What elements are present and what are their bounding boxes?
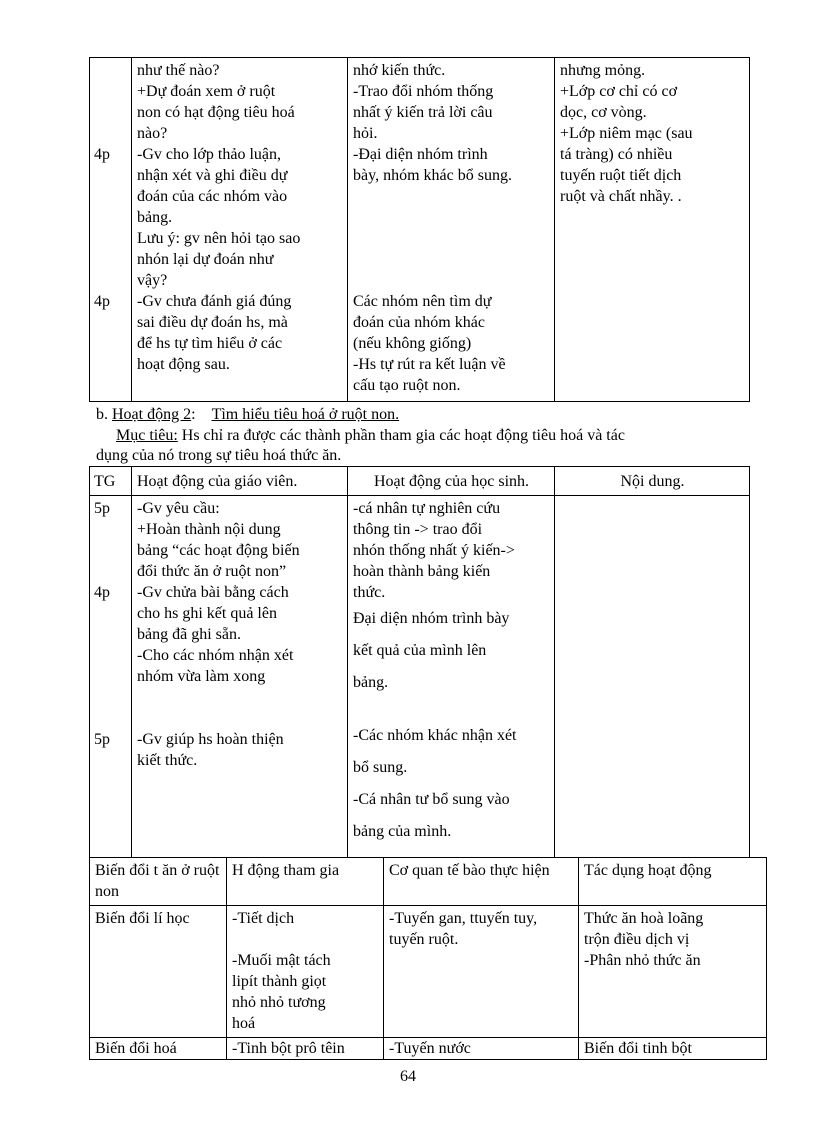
text-line: nào? (137, 125, 168, 142)
text-line: nhón thống nhất ý kiến-> (353, 542, 515, 559)
blank-line (94, 603, 127, 624)
text-line: nhận xét và ghi điều dự (137, 167, 288, 184)
text-line: vậy? (137, 272, 168, 289)
text-line: -Đại diện nhóm trình (353, 146, 488, 163)
text-line: -cá nhân tự nghiên cứu (353, 500, 501, 517)
activity-label: Hoạt động 2 (112, 406, 192, 423)
blank-line (94, 312, 127, 333)
content-cell (555, 58, 750, 402)
text-line: -Gv yêu cầu: (137, 500, 220, 517)
text-line: 5p (94, 731, 110, 748)
blank-line (353, 186, 550, 207)
blank-line (232, 929, 379, 950)
header-student: Hoạt động của học sinh. (348, 467, 555, 496)
text-line: bổ sung. (353, 759, 408, 776)
activity-2-table (89, 466, 750, 858)
text-line: bảng của mình. (353, 823, 452, 840)
text-line: cho hs ghi kết quả lên (137, 605, 277, 622)
blank-line (94, 687, 127, 708)
blank-line (137, 708, 343, 729)
text-line: +Hoàn thành nội dung (137, 521, 281, 538)
blank-line (94, 540, 127, 561)
text-line: hỏi. (353, 125, 378, 142)
text-line: Đại diện nhóm trình bày (353, 610, 510, 627)
activity-title: Tìm hiểu tiêu hoá ở ruột non. (211, 406, 400, 423)
blank-line (137, 687, 343, 708)
text-line: kiết thức. (137, 752, 198, 769)
text-line: Lưu ý: gv nên hỏi tạo sao (137, 230, 301, 247)
text-line: bảng “các hoạt động biến (137, 542, 300, 559)
blank-line (353, 249, 550, 270)
text-line: tá tràng) có nhiều (560, 146, 673, 163)
text-line: ruột và chất nhầy. . (560, 188, 682, 205)
time-column (90, 496, 132, 858)
text-line: tuyến ruột. (389, 931, 459, 948)
text-line: để hs tự tìm hiểu ở các (137, 335, 283, 352)
text-line: (nếu không giống) (353, 335, 472, 352)
text-line: cấu tạo ruột non. (353, 377, 461, 394)
content-cell (555, 496, 750, 858)
text-line: tuyến ruột tiết dịch (560, 167, 682, 184)
text-line: -Cho các nhóm nhận xét (137, 647, 294, 664)
chemical-organ: -Tuyến nước (384, 1038, 579, 1060)
text-line: -Gv chưa đánh giá đúng (137, 293, 292, 310)
text-line: bảng đã ghi sẵn. (137, 626, 241, 643)
text-line: 5p (94, 500, 110, 517)
blank-line (94, 519, 127, 540)
text-line: thức. (353, 584, 386, 601)
objective-line (116, 426, 625, 446)
header-organ: Cơ quan tế bào thực hiện (384, 858, 579, 906)
text-line: bảng. (353, 674, 389, 691)
blank-line (94, 333, 127, 354)
text-line: nhóm vừa làm xong (137, 668, 266, 685)
blank-line (94, 165, 127, 186)
header-content: Nội dung. (555, 467, 750, 496)
text-line: Các nhóm nên tìm dự (353, 293, 492, 310)
text-line: 4p (94, 146, 110, 163)
text-line: -Gv giúp hs hoàn thiện (137, 731, 284, 748)
text-line: nhưng mỏng. (560, 62, 646, 79)
digestion-summary-table (89, 857, 767, 1060)
blank-line (353, 207, 550, 228)
objective-line-2 (96, 446, 341, 466)
text-line: lipít thành giọt (232, 973, 327, 990)
text-line: -Trao đổi nhóm thống (353, 83, 494, 100)
header-transformation: Biến đổi t ăn ở ruột non (90, 858, 227, 906)
teacher-activity-cell (132, 58, 348, 402)
text-line: +Dự đoán xem ở ruột (137, 83, 276, 100)
text-line: 4p (94, 584, 110, 601)
header-teacher: Hoạt động của giáo viên. (132, 467, 348, 496)
text-line: hoạt động sau. (137, 356, 230, 373)
student-activity-cell (348, 496, 555, 858)
text-line: -Cá nhân tư bổ sung vào (353, 791, 510, 808)
text-line: nhất ý kiến trả lời câu (353, 104, 493, 121)
text-line: -Tiết dịch (232, 910, 295, 927)
text-line: -Phân nhỏ thức ăn (584, 952, 701, 969)
text-line: +Lớp cơ chỉ có cơ (560, 83, 678, 100)
blank-line (94, 270, 127, 291)
text-line: nhớ kiến thức. (353, 62, 446, 79)
blank-line (94, 666, 127, 687)
objective-text: Hs chỉ ra được các thành phần tham gia các hoạt động tiêu hoá và tác (177, 427, 625, 444)
teacher-activity-cell (132, 496, 348, 858)
text-line: +Lớp niêm mạc (sau (560, 125, 693, 142)
blank-line (94, 207, 127, 228)
header-tg: TG (90, 467, 132, 496)
text-line: 4p (94, 293, 110, 310)
blank-line (94, 102, 127, 123)
blank-line (94, 186, 127, 207)
text-line: -Muối mật tách (232, 952, 331, 969)
physical-effect (579, 906, 767, 1038)
text-line: đoán của các nhóm vào (137, 188, 288, 205)
text-line: -Hs tự rút ra kết luận về (353, 356, 506, 373)
blank-line (94, 60, 127, 81)
text-line: đoán của nhóm khác (353, 314, 485, 331)
text-line: sai điều dự đoán hs, mà (137, 314, 288, 331)
blank-line (94, 81, 127, 102)
page-number: 64 (400, 1068, 416, 1085)
chemical-participating: -Tinh bột prô têin (227, 1038, 384, 1060)
physical-transformation: Biến đổi lí học (90, 906, 227, 1038)
text-line: thông tin -> trao đổi (353, 521, 483, 538)
blank-line (94, 561, 127, 582)
chemical-transformation: Biến đổi hoá (90, 1038, 227, 1060)
blank-line (94, 123, 127, 144)
text-line: -Gv chửa bài bằng cách (137, 584, 289, 601)
chemical-effect: Biến đổi tinh bột (579, 1038, 767, 1060)
physical-organ (384, 906, 579, 1038)
blank-line (94, 354, 127, 375)
text-line: nhỏ nhỏ tương (232, 994, 326, 1011)
text-line: hoá (232, 1015, 256, 1032)
blank-line (94, 624, 127, 645)
blank-line (94, 228, 127, 249)
blank-line (353, 228, 550, 249)
blank-line (94, 249, 127, 270)
header-participating: H động tham gia (227, 858, 384, 906)
blank-line (353, 699, 550, 720)
text-line: -Gv cho lớp thảo luận, (137, 146, 281, 163)
time-column (90, 58, 132, 402)
text-line: bảng. (137, 209, 173, 226)
text-line: hoàn thành bảng kiến (353, 563, 491, 580)
text-line: nhón lại dự đoán như (137, 251, 274, 268)
lesson-table-continued (89, 57, 750, 402)
text-line: trộn điều dịch vị (584, 931, 690, 948)
text-line: dọc, cơ vòng. (560, 104, 647, 121)
text-line: kết quả của mình lên (353, 642, 487, 659)
text-line: như thế nào? (137, 62, 220, 79)
text-line: Thức ăn hoà loãng (584, 910, 704, 927)
blank-line (94, 708, 127, 729)
objective-text-2: dụng của nó trong sự tiêu hoá thức ăn. (96, 447, 342, 464)
header-effect: Tác dụng hoạt động (579, 858, 767, 906)
objective-label: Mục tiêu: (116, 427, 178, 444)
section-heading: b. Hoạt động 2: Tìm hiểu tiêu hoá ở ruột non. (96, 406, 400, 423)
blank-line (353, 270, 550, 291)
text-line: bày, nhóm khác bổ sung. (353, 167, 512, 184)
text-line: đổi thức ăn ở ruột non” (137, 563, 287, 580)
student-activity-cell (348, 58, 555, 402)
text-line: -Các nhóm khác nhận xét (353, 727, 517, 744)
text-line: non có hạt động tiêu hoá (137, 104, 295, 121)
blank-line (94, 645, 127, 666)
physical-participating (227, 906, 384, 1038)
text-line: -Tuyến gan, ttuyến tuy, (389, 910, 538, 927)
